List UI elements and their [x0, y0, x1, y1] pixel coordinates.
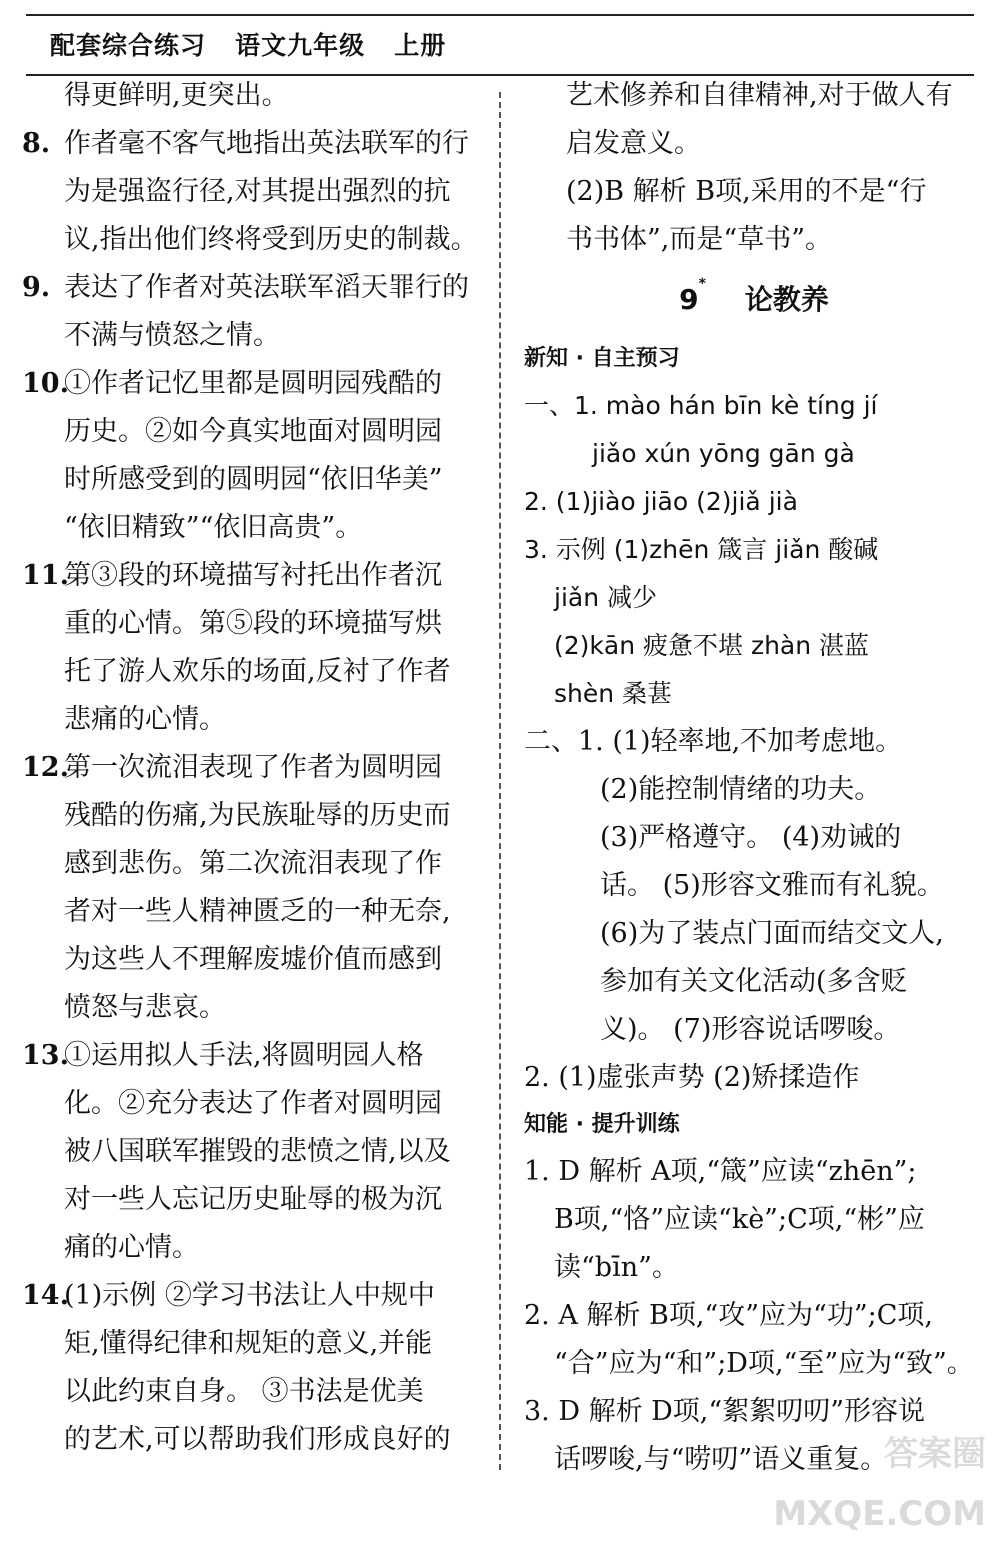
question-number: 10. [22, 368, 69, 399]
answer-line [22, 648, 480, 696]
answer-line [22, 1368, 480, 1416]
question-number: 11. [22, 560, 69, 591]
answer-line: (2)能控制情绪的功夫。 [600, 774, 882, 805]
answer-line [22, 792, 480, 840]
lesson-star: * [698, 276, 706, 292]
answer-text: 时所感受到的圆明园“依旧华美” [64, 464, 443, 495]
answer-line [22, 744, 480, 792]
answer-line [22, 360, 480, 408]
lesson-number: 9 [679, 283, 699, 316]
answer-line: shèn 桑葚 [554, 679, 673, 708]
answer-line: B项,“恪”应读“kè”;C项,“彬”应 [554, 1204, 925, 1235]
answer-line [22, 504, 480, 552]
answer-text: 感到悲伤。第二次流泪表现了作 [64, 848, 442, 879]
answer-text: 作者毫不客气地指出英法联军的行 [64, 128, 469, 159]
answer-text: 表达了作者对英法联军滔天罪行的 [64, 272, 469, 303]
answer-line: 一、1. mào hán bīn kè tíng jí [524, 391, 878, 420]
section-heading-training: 知能 · 提升训练 [524, 1112, 680, 1137]
left-column [22, 72, 480, 1464]
answer-line: (2)kān 疲惫不堪 zhàn 湛蓝 [554, 631, 870, 660]
answer-text: 的艺术,可以帮助我们形成良好的 [64, 1424, 451, 1455]
answer-line [22, 1224, 480, 1272]
page-header [26, 14, 974, 76]
lesson-title [524, 264, 984, 336]
answer-line [22, 840, 480, 888]
question-number: 14. [22, 1280, 69, 1311]
answer-line [22, 936, 480, 984]
answer-text: 残酷的伤痛,为民族耻辱的历史而 [64, 800, 451, 831]
question-number: 8. [22, 128, 51, 159]
answer-line: 义)。 (7)形容说话啰唆。 [600, 1014, 901, 1045]
answer-text: (1)示例 ②学习书法让人中规中 [64, 1280, 435, 1311]
answer-line: 参加有关文化活动(多含贬 [600, 966, 908, 997]
answer-text: ①运用拟人手法,将圆明园人格 [64, 1040, 424, 1071]
section-heading-preview: 新知 · 自主预习 [524, 346, 680, 371]
answer-line: jiǎn 减少 [554, 583, 658, 612]
answer-line [22, 552, 480, 600]
answer-text: 重的心情。第⑤段的环境描写烘 [64, 608, 442, 639]
answer-text: 不满与愤怒之情。 [64, 320, 280, 351]
answer-line [22, 1272, 480, 1320]
answer-text: ①作者记忆里都是圆明园残酷的 [64, 368, 442, 399]
question-number: 9. [22, 272, 51, 303]
answer-line: 2. (1)jiào jiāo (2)jiǎ jià [524, 487, 798, 516]
answer-line: “合”应为“和”;D项,“至”应为“致”。 [554, 1348, 974, 1379]
answer-text: 愤怒与悲哀。 [64, 992, 226, 1023]
answer-line: 3. D 解析 D项,“絮絮叨叨”形容说 [524, 1396, 925, 1427]
answer-line [22, 1320, 480, 1368]
answer-text: 悲痛的心情。 [64, 704, 226, 735]
question-number: 12. [22, 752, 69, 783]
answer-text: 历史。②如今真实地面对圆明园 [64, 416, 442, 447]
watermark-logo: 答案圈 MXQE.COM [773, 1434, 986, 1534]
answer-text: 矩,懂得纪律和规矩的意义,并能 [64, 1328, 433, 1359]
answer-line: 读“bīn”。 [554, 1252, 679, 1283]
answer-text: 被八国联军摧毁的悲愤之情,以及 [64, 1136, 451, 1167]
answer-text: 托了游人欢乐的场面,反衬了作者 [64, 656, 451, 687]
answer-line: 3. 示例 (1)zhēn 箴言 jiǎn 酸碱 [524, 535, 879, 564]
answer-line [22, 216, 480, 264]
answer-text: 得更鲜明,更突出。 [64, 80, 289, 111]
answer-line [22, 1128, 480, 1176]
answer-line: 话啰唆,与“唠叨”语义重复。 [554, 1444, 888, 1475]
answer-line [22, 888, 480, 936]
answer-line [22, 984, 480, 1032]
answer-line [22, 600, 480, 648]
answer-line: 二、1. (1)轻率地,不加考虑地。 [524, 726, 903, 757]
answer-line [22, 312, 480, 360]
answer-line [22, 72, 480, 120]
answer-text: 以此约束自身。 ③书法是优美 [64, 1376, 424, 1407]
answer-text: “依旧精致”“依旧高贵”。 [64, 512, 363, 543]
answer-text: 化。②充分表达了作者对圆明园 [64, 1088, 442, 1119]
answer-text: 议,指出他们终将受到历史的制裁。 [64, 224, 478, 255]
answer-line: (6)为了装点门面而结交文人, [600, 918, 944, 949]
answer-line [22, 456, 480, 504]
answer-line [22, 168, 480, 216]
answer-line [22, 1416, 480, 1464]
answer-line: 书书体”,而是“草书”。 [566, 224, 832, 255]
answer-line: 艺术修养和自律精神,对于做人有 [566, 80, 953, 111]
question-number: 13. [22, 1040, 69, 1071]
answer-line [22, 1032, 480, 1080]
answer-text: 为是强盗行径,对其提出强烈的抗 [64, 176, 451, 207]
column-divider [499, 92, 501, 1470]
answer-line: (2)B 解析 B项,采用的不是“行 [566, 176, 927, 207]
header-title: 配套综合练习 语文九年级 上册 [50, 31, 447, 60]
answer-line [22, 264, 480, 312]
answer-line: 2. (1)虚张声势 (2)矫揉造作 [524, 1062, 860, 1093]
lesson-name: 论教养 [744, 283, 829, 316]
answer-line [22, 408, 480, 456]
answer-text: 第③段的环境描写衬托出作者沉 [64, 560, 442, 591]
answer-text: 为这些人不理解废墟价值而感到 [64, 944, 442, 975]
answer-line [22, 1080, 480, 1128]
answer-line: 启发意义。 [566, 128, 701, 159]
answer-line [22, 1176, 480, 1224]
answer-text: 者对一些人精神匮乏的一种无奈, [64, 896, 451, 927]
answer-line: jiǎo xún yōng gān gà [592, 439, 855, 468]
answer-line [22, 696, 480, 744]
answer-line: (3)严格遵守。 (4)劝诫的 [600, 822, 902, 853]
answer-line: 1. D 解析 A项,“箴”应读“zhēn”; [524, 1156, 917, 1187]
answer-text: 对一些人忘记历史耻辱的极为沉 [64, 1184, 442, 1215]
answer-line: 话。 (5)形容文雅而有礼貌。 [600, 870, 944, 901]
answer-line [22, 120, 480, 168]
answer-text: 痛的心情。 [64, 1232, 199, 1263]
answer-text: 第一次流泪表现了作者为圆明园 [64, 752, 442, 783]
answer-line: 2. A 解析 B项,“攻”应为“功”;C项, [524, 1300, 933, 1331]
